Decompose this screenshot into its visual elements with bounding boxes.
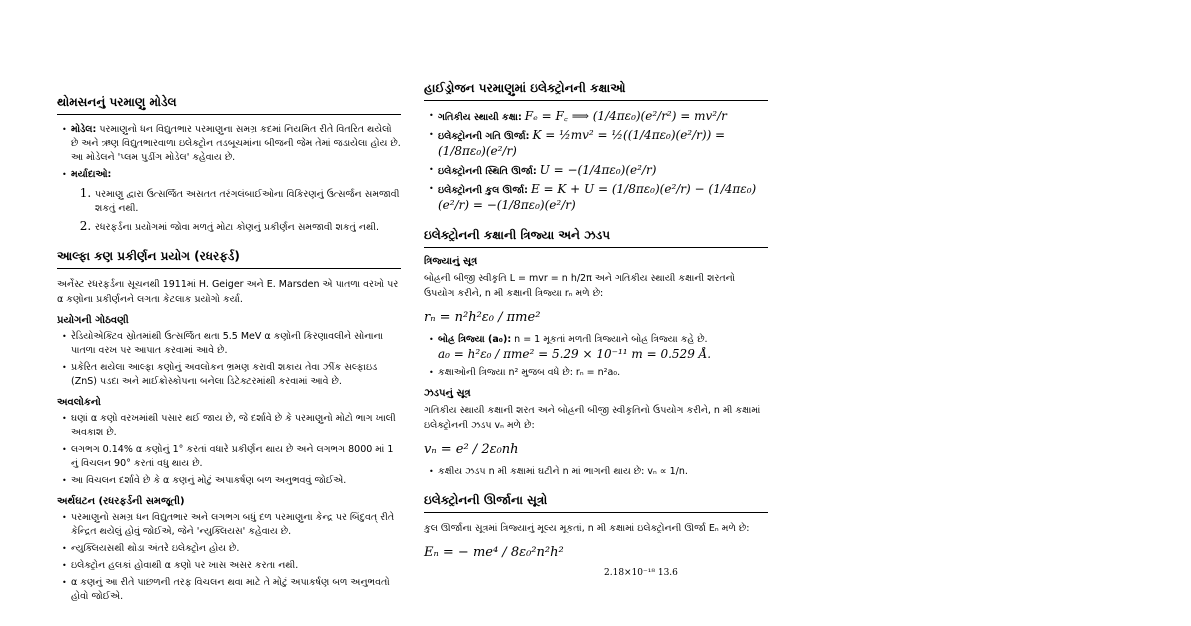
section-title: હાઈડ્રોજન પરમાણુમાં ઇલેક્ટ્રોનની કક્ષાઓ	[424, 81, 768, 101]
list-item	[438, 163, 768, 179]
thomson-section	[57, 95, 401, 235]
list-item: • આ વિચલન દર્શાવે છે કે α કણનું મોટું અપાકર્ષણ બળ અનુભવવું જોઈએ.	[71, 474, 401, 488]
subsection-title: પ્રયોગની ગોઠવણી	[57, 315, 129, 326]
limit-item: 1. પરમાણુ દ્વારા ઉત્સર્જિત અસતત તરંગલંબાઈઓના વિકિરણનું ઉત્સર્જન સમજાવી શકતું નથી.	[95, 186, 401, 216]
list-item	[71, 123, 401, 165]
section-title: ઇલેક્ટ્રોનની કક્ષાની ત્રિજ્યા અને ઝડપ	[424, 228, 768, 248]
bohr-formula: a₀ = h²ε₀ / πme² = 5.29 × 10⁻¹¹ m = 0.529 Å.	[438, 347, 712, 361]
formula: E = K + U = (1/8πε₀)(e²/r) − (1/4πε₀)(e²/r) = −(1/8πε₀)(e²/r)	[438, 182, 757, 212]
rutherford-section	[57, 249, 401, 604]
limit-item: 2. રધરફર્ડના પ્રયોગમાં જોવા મળતું મોટા કોણનું પ્રકીર્ણન સમજાવી શકતું નથી.	[95, 219, 401, 235]
energy-formula: Eₙ = − me⁴ / 8ε₀²n²h²	[424, 545, 564, 560]
list-item: • ન્યુક્લિયસથી થોડા અંતરે ઇલેક્ટ્રોન હોય છે.	[71, 542, 401, 556]
formula: U = −(1/4πε₀)(e²/r)	[539, 163, 657, 177]
list-item: • ઘણાં α કણો વરખમાંથી પસાર થઈ જાય છે, જે દર્શાવે છે કે પરમાણુનો મોટો ભાગ ખાલી અવકાશ છે.	[71, 412, 401, 440]
list-item: • પરમાણુનો સમગ્ર ધન વિદ્યુતભાર અને લગભગ બધું દળ પરમાણુના કેન્દ્ર પર બિંદુવત્ રીતે કેન્દ્રિત થયેલું હોવું જોઈએ, જેને 'ન્યુક્લિયસ' કહેવાય છે.	[71, 511, 401, 539]
item-label: બોહ્ર ત્રિજ્યા (a₀):	[438, 334, 512, 345]
item-text: પરમાણુનો ધન વિદ્યુતભાર પરમાણુના સમગ્ર કદમાં નિયમિત રીતે વિતરિત થયેલો છે અને ઋણ વિદ્યુતભારવાળા ઇલેક્ટ્રોન તડબૂચમાંના બીજની જેમ તેમાં જડાયેલા હોય છે. આ મોડેલને 'પ્લમ પુડીંગ મોડેલ' કહેવાય છે.	[71, 124, 401, 163]
item-label: ઇલેક્ટ્રોનની ગતિ ઊર્જા:	[438, 131, 530, 142]
section-title: થોમસનનું પરમાણુ મોડેલ	[57, 95, 401, 115]
speed-formula: vₙ = e² / 2ε₀nh	[424, 442, 519, 457]
list-item: • α કણનું આ રીતે પાછળની તરફ વિચલન થવા માટે તે મોટું અપાકર્ષણ બળ અનુભવતો હોવો જોઈએ.	[71, 576, 401, 604]
list-item: • લગભગ 0.14% α કણોનું 1° કરતાં વધારે પ્રકીર્ણન થાય છે અને લગભગ 8000 માં 1 નું વિચલન 90° કરતાં વધુ થાય છે.	[71, 443, 401, 471]
item-label: મોડેલ:	[71, 124, 97, 135]
formula: Fₑ = F꜀ ⟹ (1/4πε₀)(e²/r²) = mv²/r	[524, 109, 727, 123]
list-item: • કક્ષાઓની ત્રિજ્યા n² મુજબ વધે છે: rₙ = n²a₀.	[438, 366, 768, 380]
list-item: • પ્રકેરિત થયેલા આલ્ફા કણોનું અવલોકન ભ્રમણ કરાવી શકાય તેવા ઝીંક સલ્ફાઇડ (ZnS) પડદા અને માઈક્રોસ્કોપના બનેલા ડિટેક્ટરમાંથી કરવામાં આવે છે.	[71, 361, 401, 389]
clipped-formula-line: 2.18×10⁻¹⁸ 13.6	[604, 568, 678, 578]
item-text: n = 1 મૂકતાં મળતી ત્રિજ્યાને બોહ્ર ત્રિજ્યા કહે છે.	[514, 334, 708, 345]
subsection-title: અવલોકનો	[57, 397, 101, 408]
formula: K = ½mv² = ½((1/4πε₀)(e²/r)) = (1/8πε₀)(e²/r)	[438, 128, 726, 158]
subsection-title: અર્થઘટન (રધરફર્ડની સમજૂતી)	[57, 496, 185, 507]
list-item: • ઇલેક્ટ્રોન હલકાં હોવાથી α કણો પર ખાસ અસર કરતા નથી.	[71, 559, 401, 573]
item-label: ઇલેક્ટ્રોનની કુલ ઊર્જા:	[438, 185, 528, 196]
energy-paragraph: કુલ ઊર્જાના સૂત્રમાં ત્રિજ્યાનું મૂલ્ય મૂકતાં, n મી કક્ષામાં ઇલેક્ટ્રોનની ઊર્જા Eₙ મળે છે:	[424, 523, 750, 534]
list-item: • કક્ષીય ઝડપ n મી કક્ષામાં ઘટીને n માં ભાગની થાય છે: vₙ ∝ 1/n.	[438, 465, 768, 479]
list-item	[438, 182, 768, 214]
list-item	[438, 109, 768, 125]
energy-section	[424, 493, 768, 578]
radius-formula: rₙ = n²h²ε₀ / πme²	[424, 310, 541, 325]
intro-paragraph: અર્નેસ્ટ રધરફર્ડના સૂચનથી 1911માં H. Geiger અને E. Marsden એ પાતળા વરખો પર α કણોના પ્રકીર્ણનને લગતા કેટલાક પ્રયોગો કર્યા.	[57, 279, 399, 305]
list-item	[71, 168, 401, 182]
list-item	[438, 333, 768, 363]
item-label: ગતિકીય સ્થાયી કક્ષા:	[438, 112, 522, 123]
orbits-section	[424, 81, 768, 214]
section-title: ઇલેક્ટ્રોનની ઊર્જાના સૂત્રો	[424, 493, 768, 513]
list-item	[438, 128, 768, 160]
radius-paragraph: બોહ્રની બીજી સ્વીકૃતિ L = mvr = n h/2π અને ગતિકીય સ્થાયી કક્ષાની શરતનો ઉપયોગ કરીને, n મી કક્ષાની ત્રિજ્યા rₙ મળે છે:	[424, 273, 736, 299]
subsection-title: ઝડપનું સૂત્ર	[424, 388, 471, 399]
section-title: આલ્ફા કણ પ્રકીર્ણન પ્રયોગ (રધરફર્ડ)	[57, 249, 401, 269]
speed-paragraph: ગતિકીય સ્થાયી કક્ષાની શરત અને બોહ્રની બીજી સ્વીકૃતિનો ઉપયોગ કરીને, n મી કક્ષામાં ઇલેક્ટ્રોનની ઝડપ vₙ મળે છે:	[424, 405, 761, 431]
item-label: મર્યાદાઓ:	[71, 169, 112, 180]
left-column	[57, 95, 401, 608]
item-label: ઇલેક્ટ્રોનની સ્થિતિ ઊર્જા:	[438, 166, 537, 177]
subsection-title: ત્રિજ્યાનું સૂત્ર	[424, 256, 478, 267]
right-column	[424, 81, 768, 578]
list-item: • રેડિયોએક્ટિવ સ્રોતમાંથી ઉત્સર્જિત થતા 5.5 MeV α કણોની કિરણાવલીને સોનાના પાતળા વરખ પર આપાત કરવામાં આવે છે.	[71, 330, 401, 358]
radius-speed-section	[424, 228, 768, 479]
